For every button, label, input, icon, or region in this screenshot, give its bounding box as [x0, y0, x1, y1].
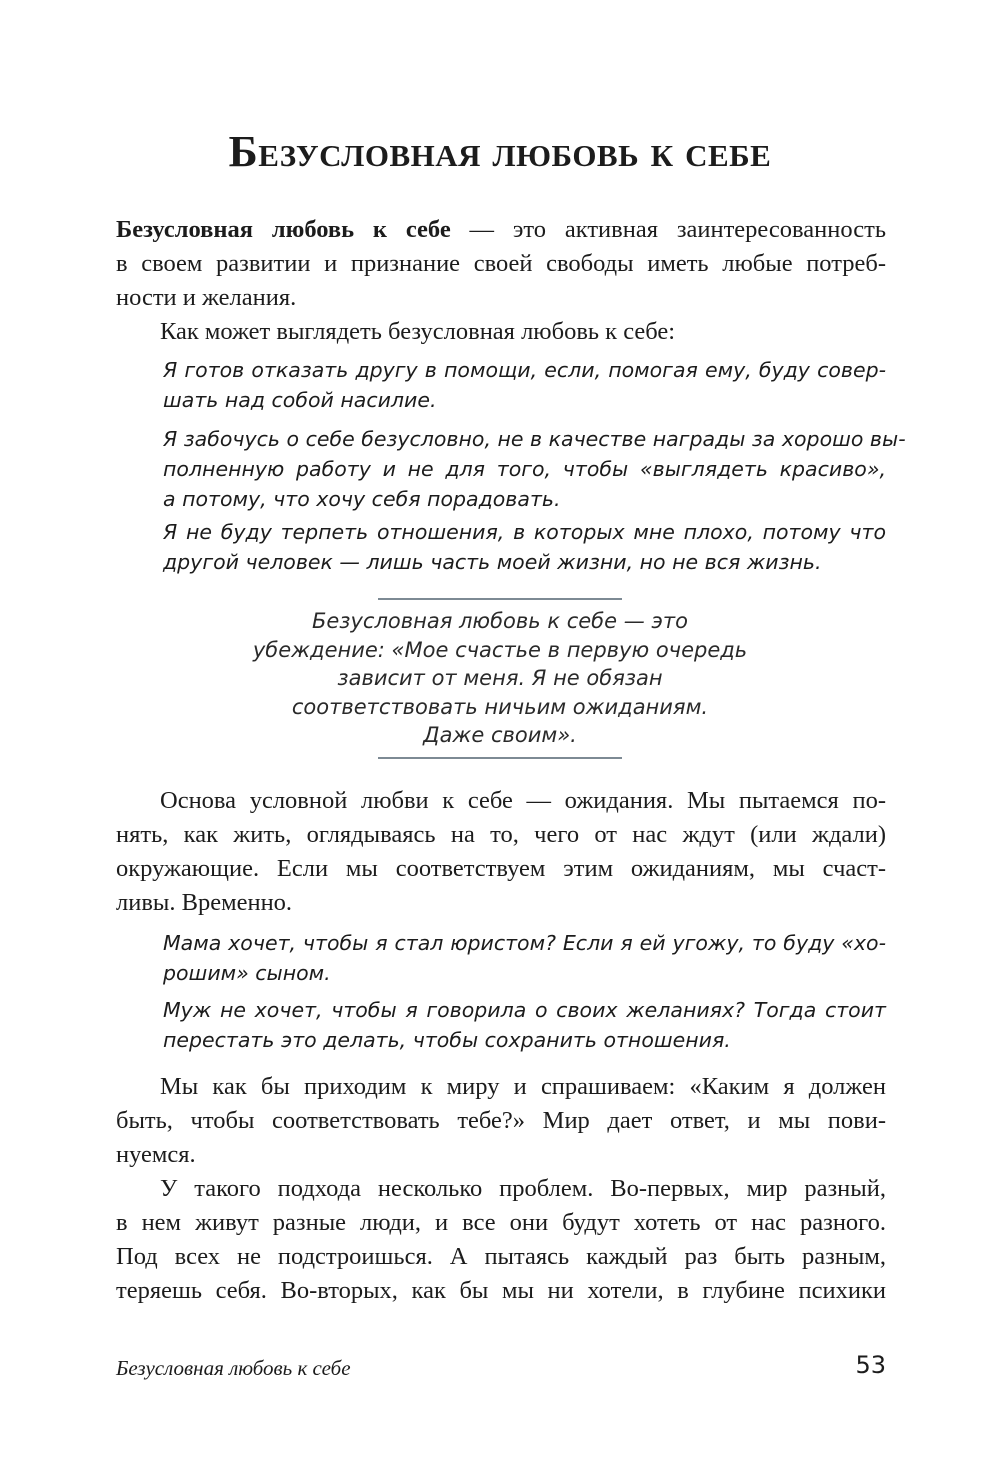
example-2-line-3: а потому, что хочу себя порадовать.: [163, 487, 561, 511]
pull-quote: [200, 607, 800, 750]
example-5-line-1: Муж не хочет, чтобы я говорила о своих желаниях? Тогда стоит: [163, 998, 886, 1022]
example-4-line-2: рошим» сыном.: [163, 961, 331, 985]
page-number: 53: [855, 1351, 886, 1379]
pull-quote-line-1: Безусловная любовь к себе — это: [311, 609, 688, 633]
definition-term: Безусловная любовь к себе: [116, 216, 451, 243]
world-line-3: нуемся.: [116, 1141, 196, 1168]
intro-paragraph: [116, 315, 886, 349]
example-5: [163, 995, 886, 1055]
example-4-line-1: Мама хочет, чтобы я стал юристом? Если я ей угожу, то буду «хо-: [163, 931, 886, 955]
pull-quote-line-2: убеждение: «Мое счастье в первую очередь: [252, 637, 748, 662]
page-title: Безусловная любовь к себе: [228, 127, 772, 176]
example-4: [163, 928, 886, 988]
definition-line-1: [116, 213, 886, 247]
running-head: Безусловная любовь к себе: [116, 1356, 351, 1380]
problems-line-1: У такого подхода несколько проблем. Во-первых, мир разный,: [160, 1175, 886, 1202]
example-2-line-2: полненную работу и не для того, чтобы «выглядеть красиво»,: [163, 457, 886, 481]
world-line-2: быть, чтобы соответствовать тебе?» Мир дает ответ, и мы пови-: [116, 1107, 886, 1134]
pull-quote-line-3: зависит от меня. Я не обязан: [337, 666, 663, 690]
conditional-line-1: Основа условной любви к себе — ожидания. Мы пытаемся по-: [160, 787, 886, 814]
intro-line: Как может выглядеть безусловная любовь к себе:: [160, 318, 676, 345]
problems-line-3: Под всех не подстроишься. А пытаясь каждый раз быть разным,: [116, 1243, 886, 1270]
example-3-line-1: Я не буду терпеть отношения, в которых мне плохо, потому что: [163, 520, 886, 544]
definition-line-3: ности и желания.: [116, 284, 297, 311]
conditional-paragraph: [116, 784, 886, 920]
example-1: [163, 355, 886, 415]
example-3-line-2: другой человек — лишь часть моей жизни, но не вся жизнь.: [163, 550, 822, 574]
example-1-line-2: шать над собой насилие.: [163, 388, 437, 412]
problems-line-4: теряешь себя. Во-вторых, как бы мы ни хотели, в глубине психики: [116, 1277, 886, 1304]
pull-quote-line-5: Даже своим».: [423, 723, 577, 747]
quote-top-rule: [378, 598, 622, 600]
conditional-line-2: нять, как жить, оглядываясь на то, чего от нас ждут (или ждали): [116, 821, 886, 848]
example-2: [163, 424, 906, 514]
conditional-line-3: окружающие. Если мы соответствуем этим ожиданиям, мы счаст-: [116, 855, 886, 882]
example-3: [163, 517, 886, 577]
world-paragraph: [116, 1070, 886, 1172]
example-1-line-1: Я готов отказать другу в помощи, если, помогая ему, буду совер-: [163, 358, 886, 382]
problems-line-2: в нем живут разные люди, и все они будут хотеть от нас разного.: [116, 1209, 886, 1236]
definition-line-2: в своем развитии и признание своей свободы иметь любые потреб-: [116, 250, 886, 277]
definition-text-1: — это активная заинтересованность: [450, 216, 886, 243]
example-5-line-2: перестать это делать, чтобы сохранить отношения.: [163, 1028, 731, 1052]
quote-bottom-rule: [378, 757, 622, 759]
definition-paragraph: [116, 213, 886, 315]
example-2-line-1: Я забочусь о себе безусловно, не в качестве награды за хорошо вы-: [163, 427, 906, 451]
problems-paragraph: [116, 1172, 886, 1308]
world-line-1: Мы как бы приходим к миру и спрашиваем: «Каким я должен: [160, 1073, 886, 1100]
pull-quote-line-4: соответствовать ничьим ожиданиям.: [291, 694, 709, 719]
conditional-line-4: ливы. Временно.: [116, 889, 293, 916]
